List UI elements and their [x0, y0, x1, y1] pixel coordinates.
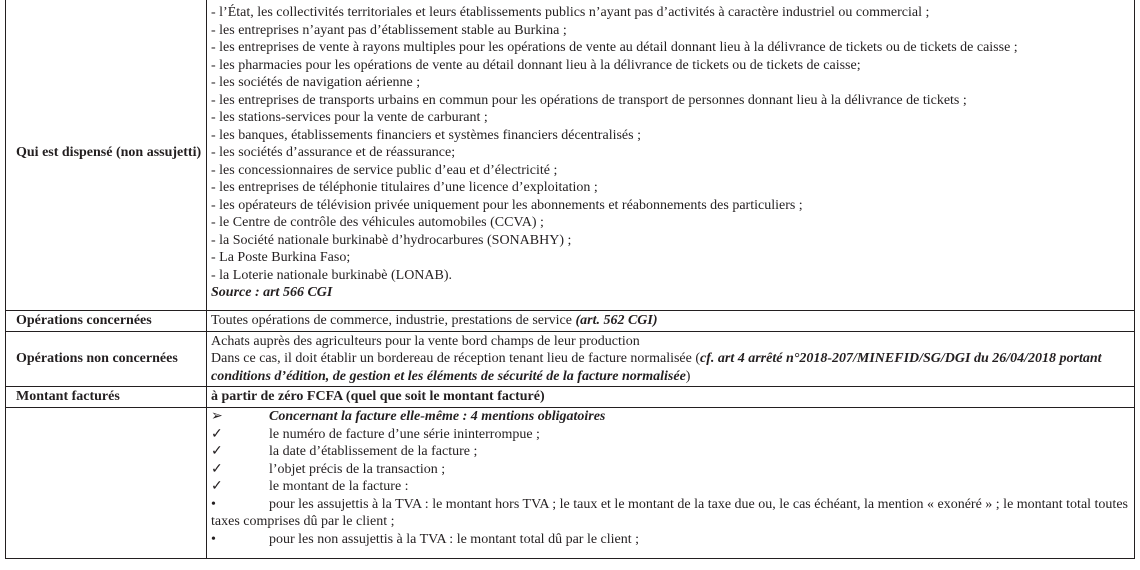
concernees-ref: (art. 562 CGI)	[575, 313, 658, 329]
table-row	[6, 408, 1135, 559]
row-label-mentions	[6, 408, 207, 559]
list-item: - le Centre de contrôle des véhicules automobiles (CCVA) ;	[211, 215, 544, 231]
non-concernees-close: )	[685, 368, 691, 384]
list-item: - la Société nationale burkinabè d’hydrocarbures (SONABHY) ;	[211, 232, 572, 248]
list-item: - La Poste Burkina Faso;	[211, 250, 351, 266]
mentions-heading-text: Concernant la facture elle-même : 4 mentions obligatoires	[269, 409, 606, 424]
source-citation: Source : art 566 CGI	[211, 285, 333, 301]
list-item: - les entreprises de téléphonie titulaires d’une licence d’exploitation ;	[211, 180, 598, 196]
list-item: - les sociétés d’assurance et de réassurance;	[211, 145, 456, 161]
tax-info-table	[5, 0, 1135, 559]
check-item	[211, 426, 1130, 444]
mentions-heading	[211, 408, 1130, 426]
check-item-text: la date d’établissement de la facture ;	[269, 444, 478, 459]
concernees-text: Toutes opérations de commerce, industrie, prestations de service	[211, 313, 576, 329]
list-item: - les opérateurs de télévision privée uniquement pour les abonnements et réabonnements des particuliers ;	[211, 197, 803, 213]
non-concernees-text: Dans ce cas, il doit établir un bordereau de réception tenant lieu de facture normalisée (	[211, 351, 701, 367]
list-item: - la Loterie nationale burkinabè (LONAB).	[211, 267, 453, 283]
mentions-cell	[207, 408, 1135, 559]
bullet-item	[211, 496, 1130, 531]
list-item: - les entreprises n’ayant pas d’établissement stable au Burkina ;	[211, 22, 567, 38]
non-concernees-cell	[207, 332, 1135, 387]
concernees-cell	[207, 311, 1135, 332]
row-label-dispense: Qui est dispensé (non assujetti)	[6, 0, 207, 311]
table-row	[6, 311, 1135, 332]
list-item: - les sociétés de navigation aérienne ;	[211, 75, 421, 91]
checkmark-icon: ✓	[211, 426, 223, 442]
non-concernees-line2	[211, 350, 1130, 385]
list-item: - les entreprises de vente à rayons multiples pour les opérations de vente au détail donnant lieu à la délivrance de tickets ou de tickets de caisse ;	[211, 40, 1018, 56]
list-item: - les pharmacies pour les opérations de vente au détail donnant lieu à la délivrance de tickets ou de tickets de caisse;	[211, 57, 861, 73]
bullet-item-text: pour les non assujettis à la TVA : le montant total dû par le client ;	[269, 531, 640, 547]
check-item	[211, 461, 1130, 479]
row-label-non-concernees: Opérations non concernées	[6, 332, 207, 387]
bullet-item	[211, 531, 1130, 549]
non-concernees-ref: cf. art 4 arrêté n°2018-207/MINEFID/SG/DGI du 26/04/2018 portant conditions d’édition, de gestion et les éléments de sécurité de la facture normalisée	[211, 351, 1102, 384]
table-row	[6, 387, 1135, 408]
check-item-text: le montant de la facture :	[269, 479, 409, 494]
check-item	[211, 478, 1130, 496]
check-item-text: l’objet précis de la transaction ;	[269, 461, 446, 477]
dispense-list	[207, 0, 1135, 311]
table-row	[6, 0, 1135, 311]
montant-text: à partir de zéro FCFA (quel que soit le montant facturé)	[207, 387, 1135, 408]
row-label-montant: Montant facturés	[6, 387, 207, 408]
check-item-text: le numéro de facture d’une série ininterrompue ;	[269, 426, 540, 442]
row-label-concernees: Opérations concernées	[6, 311, 207, 332]
dot-bullet-icon: •	[211, 496, 216, 512]
list-item: - les concessionnaires de service public d’eau et d’électricité ;	[211, 162, 558, 178]
bullet-item-text: pour les assujettis à la TVA : le montant hors TVA ; le taux et le montant de la taxe due ou, le cas échéant, la mention « exonéré » ; le montant total toutes taxes comprises dû par le client ;	[211, 496, 1128, 529]
arrow-bullet-icon: ➢	[211, 409, 223, 424]
list-item: - l’État, les collectivités territoriales et leurs établissements publics n’ayant pas d’activités à caractère industriel ou commercial ;	[211, 5, 930, 21]
non-concernees-line1: Achats auprès des agriculteurs pour la vente bord champs de leur production	[211, 333, 640, 349]
check-item	[211, 443, 1130, 461]
checkmark-icon: ✓	[211, 461, 223, 477]
list-item: - les banques, établissements financiers et systèmes financiers décentralisés ;	[211, 127, 641, 143]
list-item: - les entreprises de transports urbains en commun pour les opérations de transport de personnes donnant lieu à la délivrance de tickets ;	[211, 92, 967, 108]
list-item: - les stations-services pour la vente de carburant ;	[211, 110, 488, 126]
dot-bullet-icon: •	[211, 531, 216, 547]
checkmark-icon: ✓	[211, 479, 223, 494]
checkmark-icon: ✓	[211, 444, 223, 459]
table-row	[6, 332, 1135, 387]
